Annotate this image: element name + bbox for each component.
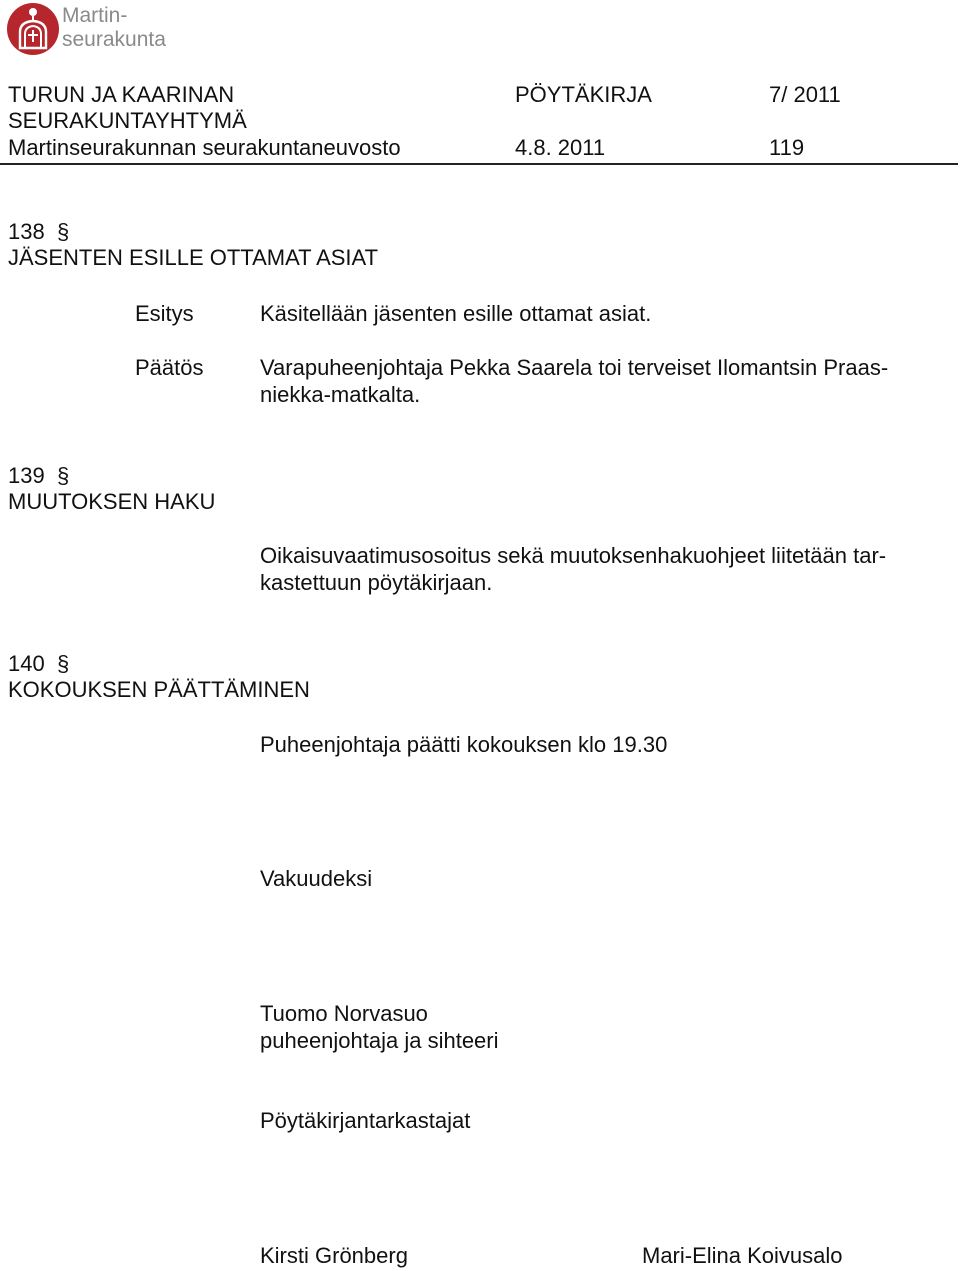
org-name-line-1: TURUN JA KAARINAN (8, 82, 235, 107)
row-text-paatos-line-2: niekka-matkalta. (260, 382, 421, 407)
section-139-text-line-1: Oikaisuvaatimusosoitus sekä muutoksenhakuohjeet liitetään tar- (260, 543, 887, 568)
paragraph-symbol: § (56, 219, 70, 244)
section-139-title: MUUTOKSEN HAKU (8, 489, 216, 514)
row-text-paatos-line-1: Varapuheenjohtaja Pekka Saarela toi terveiset Ilomantsin Praas- (260, 355, 889, 380)
row-label-paatos: Päätös (135, 355, 204, 380)
row-text-esitys: Käsitellään jäsenten esille ottamat asiat. (260, 301, 652, 326)
document-type: PÖYTÄKIRJA (515, 82, 652, 107)
section-138-title: JÄSENTEN ESILLE OTTAMAT ASIAT (8, 245, 379, 270)
logo-line-1: Martin- (62, 4, 128, 27)
section-number: 138 (8, 219, 45, 244)
section-number: 139 (8, 463, 45, 488)
document-number: 7/ 2011 (769, 82, 841, 107)
section-140-title: KOKOUKSEN PÄÄTTÄMINEN (8, 677, 310, 702)
logo-line-2: seurakunta (62, 28, 166, 51)
header-divider (0, 163, 958, 165)
meeting-date: 4.8. 2011 (515, 135, 606, 160)
page-number: 119 (769, 135, 805, 160)
checker-2-name: Mari-Elina Koivusalo (642, 1243, 843, 1268)
org-name-line-2: SEURAKUNTAYHTYMÄ (8, 108, 247, 133)
row-label-esitys: Esitys (135, 301, 194, 326)
paragraph-symbol: § (56, 651, 70, 676)
church-emblem-icon (6, 2, 60, 56)
chair-role: puheenjohtaja ja sihteeri (260, 1028, 499, 1053)
section-138-number (8, 218, 69, 245)
meeting-body: Martinseurakunnan seurakuntaneuvosto (8, 135, 401, 160)
logo-wordmark (62, 4, 166, 52)
section-139-text-line-2: kastettuun pöytäkirjaan. (260, 570, 493, 595)
checker-1-name: Kirsti Grönberg (260, 1243, 408, 1268)
martinseurakunta-logo (6, 2, 186, 56)
section-number: 140 (8, 651, 45, 676)
section-139-number (8, 462, 69, 489)
section-140-number (8, 650, 69, 677)
attestation-label: Vakuudeksi (260, 866, 373, 891)
checkers-label: Pöytäkirjantarkastajat (260, 1108, 471, 1133)
chair-name: Tuomo Norvasuo (260, 1001, 428, 1026)
section-140-text: Puheenjohtaja päätti kokouksen klo 19.30 (260, 732, 668, 757)
paragraph-symbol: § (56, 463, 70, 488)
